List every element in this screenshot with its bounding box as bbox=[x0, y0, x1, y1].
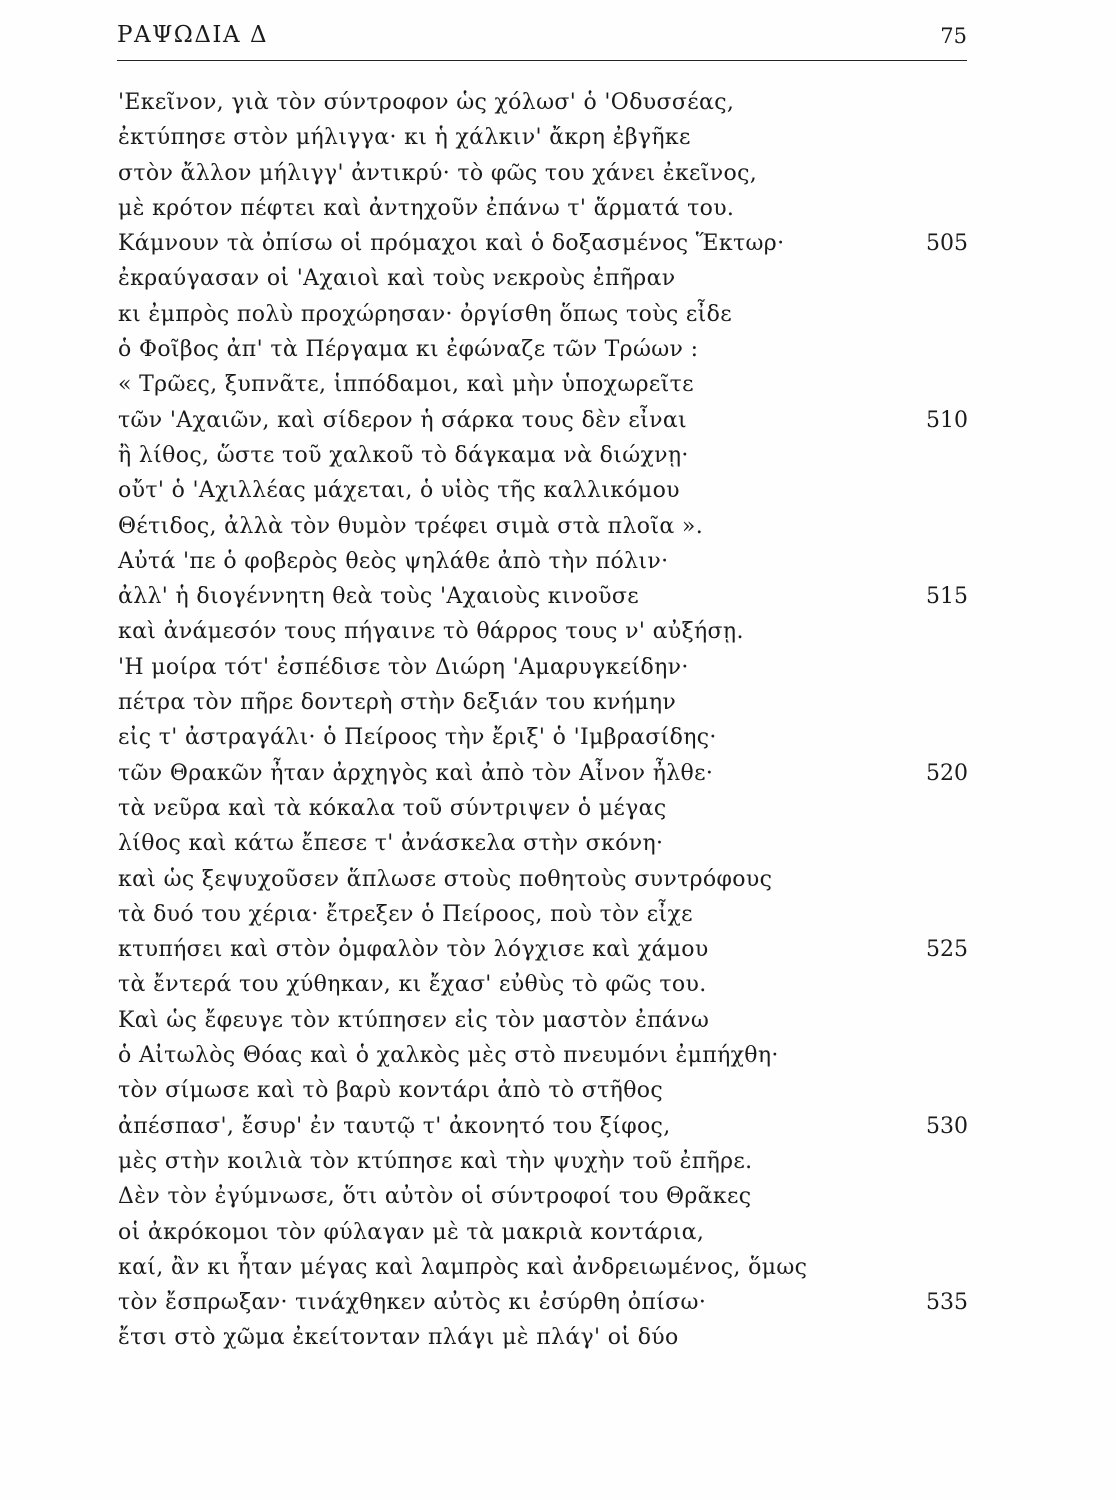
verse-text: τῶν Θρακῶν ἦταν ἀρχηγὸς καὶ ἀπὸ τὸν Αἶνον ἦλθε· bbox=[118, 760, 714, 786]
verse-line bbox=[118, 685, 978, 720]
verse-line bbox=[118, 1215, 978, 1250]
verse-line bbox=[118, 85, 978, 120]
running-header bbox=[117, 22, 967, 58]
verse-text: Κάμνουν τὰ ὀπίσω οἱ πρόμαχοι καὶ ὁ δοξασμένος Ἕκτωρ· bbox=[118, 231, 785, 257]
verse-text: ὁ Αἰτωλὸς Θόας καὶ ὁ χαλκὸς μὲς στὸ πνευμόνι ἐμπήχθη· bbox=[118, 1043, 779, 1069]
verse-text: Θέτιδος, ἀλλὰ τὸν θυμὸν τρέφει σιμὰ στὰ πλοῖα ». bbox=[118, 513, 704, 539]
line-number: 515 bbox=[926, 584, 968, 610]
verse-line bbox=[118, 1003, 978, 1038]
verse-line bbox=[118, 614, 978, 649]
verse-text: κτυπήσει καὶ στὸν ὀμφαλὸν τὸν λόγχισε καὶ χάμου bbox=[118, 937, 709, 963]
verse-text: Αὐτά 'πε ὁ φοβερὸς θεὸς ψηλάθε ἀπὸ τὴν πόλιν· bbox=[118, 548, 669, 574]
verse-text: οἱ ἀκρόκομοι τὸν φύλαγαν μὲ τὰ μακριὰ κοντάρια, bbox=[118, 1219, 705, 1245]
verse-text: 'Η μοίρα τότ' ἐσπέδισε τὸν Διώρη 'Αμαρυγκείδην· bbox=[118, 654, 689, 680]
verse-text: καί, ἂν κι ἦταν μέγας καὶ λαμπρὸς καὶ ἀνδρειωμένος, ὅμως bbox=[118, 1254, 808, 1280]
verse-text: λίθος καὶ κάτω ἔπεσε τ' ἀνάσκελα στὴν σκόνη· bbox=[118, 831, 664, 857]
line-number: 530 bbox=[926, 1113, 968, 1139]
verse-text: μὲς στὴν κοιλιὰ τὸν κτύπησε καὶ τὴν ψυχὴν τοῦ ἐπῆρε. bbox=[118, 1148, 753, 1174]
verse-line bbox=[118, 1179, 978, 1214]
verse-line bbox=[118, 897, 978, 932]
verse-line bbox=[118, 156, 978, 191]
verse-line bbox=[118, 544, 978, 579]
verse-text: καὶ ἀνάμεσόν τους πήγαινε τὸ θάρρος τους ν' αὐξήσῃ. bbox=[118, 619, 744, 645]
verse-list bbox=[118, 85, 978, 1356]
verse-line bbox=[118, 1144, 978, 1179]
verse-line bbox=[118, 1320, 978, 1355]
line-number: 535 bbox=[926, 1290, 968, 1316]
verse-line bbox=[118, 473, 978, 508]
line-number: 510 bbox=[926, 407, 968, 433]
verse-text: ἐκραύγασαν οἱ 'Αχαιοὶ καὶ τοὺς νεκροὺς ἐπῆραν bbox=[118, 266, 676, 292]
verse-text: καὶ ὡς ξεψυχοῦσεν ἅπλωσε στοὺς ποθητοὺς συντρόφους bbox=[118, 866, 773, 892]
verse-line bbox=[118, 756, 978, 791]
verse-text: μὲ κρότον πέφτει καὶ ἀντηχοῦν ἐπάνω τ' ἅρματά του. bbox=[118, 195, 735, 221]
verse-line bbox=[118, 862, 978, 897]
verse-line bbox=[118, 403, 978, 438]
verse-text: ἐκτύπησε στὸν μήλιγγα· κι ἡ χάλκιν' ἄκρη ἐβγῆκε bbox=[118, 125, 691, 151]
verse-text: εἰς τ' ἀστραγάλι· ὁ Πείροος τὴν ἔριξ' ὁ 'Ιμβρασίδης· bbox=[118, 725, 717, 751]
verse-text: οὔτ' ὁ 'Αχιλλέας μάχεται, ὁ υἱὸς τῆς καλλικόμου bbox=[118, 478, 680, 504]
verse-line bbox=[118, 932, 978, 967]
line-number: 525 bbox=[926, 937, 968, 963]
verse-text: τὰ νεῦρα καὶ τὰ κόκαλα τοῦ σύντριψεν ὁ μέγας bbox=[118, 795, 667, 821]
verse-line bbox=[118, 191, 978, 226]
verse-line bbox=[118, 438, 978, 473]
verse-text: στὸν ἄλλον μήλιγγ' ἀντικρύ· τὸ φῶς του χάνει ἐκεῖνος, bbox=[118, 160, 758, 186]
verse-text: « Τρῶες, ξυπνᾶτε, ἱππόδαμοι, καὶ μὴν ὑποχωρεῖτε bbox=[118, 372, 694, 398]
verse-text: ἀπέσπασ', ἔσυρ' ἐν ταυτῷ τ' ἀκονητό του ξίφος, bbox=[118, 1113, 671, 1139]
verse-line bbox=[118, 791, 978, 826]
verse-line bbox=[118, 1285, 978, 1320]
header-rule bbox=[117, 60, 967, 61]
verse-line bbox=[118, 579, 978, 614]
verse-line bbox=[118, 1038, 978, 1073]
verse-line bbox=[118, 367, 978, 402]
verse-text: τὰ ἔντερά του χύθηκαν, κι ἔχασ' εὐθὺς τὸ φῶς του. bbox=[118, 972, 707, 998]
verse-text: 'Εκεῖνον, γιὰ τὸν σύντροφον ὡς χόλωσ' ὁ 'Οδυσσέας, bbox=[118, 90, 735, 115]
verse-text: πέτρα τὸν πῆρε δοντερὴ στὴν δεξιάν του κνήμην bbox=[118, 690, 677, 716]
verse-line bbox=[118, 297, 978, 332]
verse-text: τὸν σίμωσε καὶ τὸ βαρὺ κοντάρι ἀπὸ τὸ στῆθος bbox=[118, 1078, 664, 1104]
verse-text: ὁ Φοῖβος ἀπ' τὰ Πέργαμα κι ἐφώναζε τῶν Τρώων : bbox=[118, 337, 699, 363]
verse-line bbox=[118, 332, 978, 367]
verse-text: τῶν 'Αχαιῶν, καὶ σίδερον ἡ σάρκα τους δὲν εἶναι bbox=[118, 407, 688, 433]
verse-line bbox=[118, 1109, 978, 1144]
verse-line bbox=[118, 120, 978, 155]
verse-line bbox=[118, 720, 978, 755]
verse-text: Καὶ ὡς ἔφευγε τὸν κτύπησεν εἰς τὸν μαστὸν ἐπάνω bbox=[118, 1007, 710, 1033]
running-title: ΡΑΨΩΔΙΑ Δ bbox=[117, 22, 269, 48]
verse-line bbox=[118, 1073, 978, 1108]
verse-text: κι ἐμπρὸς πολὺ προχώρησαν· ὀργίσθη ὅπως τοὺς εἶδε bbox=[118, 301, 732, 327]
verse-line bbox=[118, 226, 978, 261]
line-number: 520 bbox=[926, 760, 968, 786]
verse-line bbox=[118, 826, 978, 861]
verse-text: Δὲν τὸν ἐγύμνωσε, ὅτι αὐτὸν οἱ σύντροφοί του Θρᾶκες bbox=[118, 1184, 752, 1210]
verse-line bbox=[118, 509, 978, 544]
verse-text: τὰ δυό του χέρια· ἔτρεξεν ὁ Πείροος, ποὺ τὸν εἶχε bbox=[118, 901, 693, 927]
verse-text: ἀλλ' ἡ διογέννητη θεὰ τοὺς 'Αχαιοὺς κινοῦσε bbox=[118, 584, 640, 610]
line-number: 505 bbox=[926, 231, 968, 257]
verse-text: τὸν ἔσπρωξαν· τινάχθηκεν αὐτὸς κι ἐσύρθη ὀπίσω· bbox=[118, 1290, 707, 1316]
page-number: 75 bbox=[940, 24, 967, 48]
verse-line bbox=[118, 1250, 978, 1285]
verse-line bbox=[118, 650, 978, 685]
verse-text: ἢ λίθος, ὥστε τοῦ χαλκοῦ τὸ δάγκαμα νὰ διώχνῃ· bbox=[118, 442, 689, 468]
verse-line bbox=[118, 261, 978, 296]
verse-text: ἔτσι στὸ χῶμα ἐκείτονταν πλάγι μὲ πλάγ' οἱ δύο bbox=[118, 1325, 679, 1351]
verse-line bbox=[118, 967, 978, 1002]
